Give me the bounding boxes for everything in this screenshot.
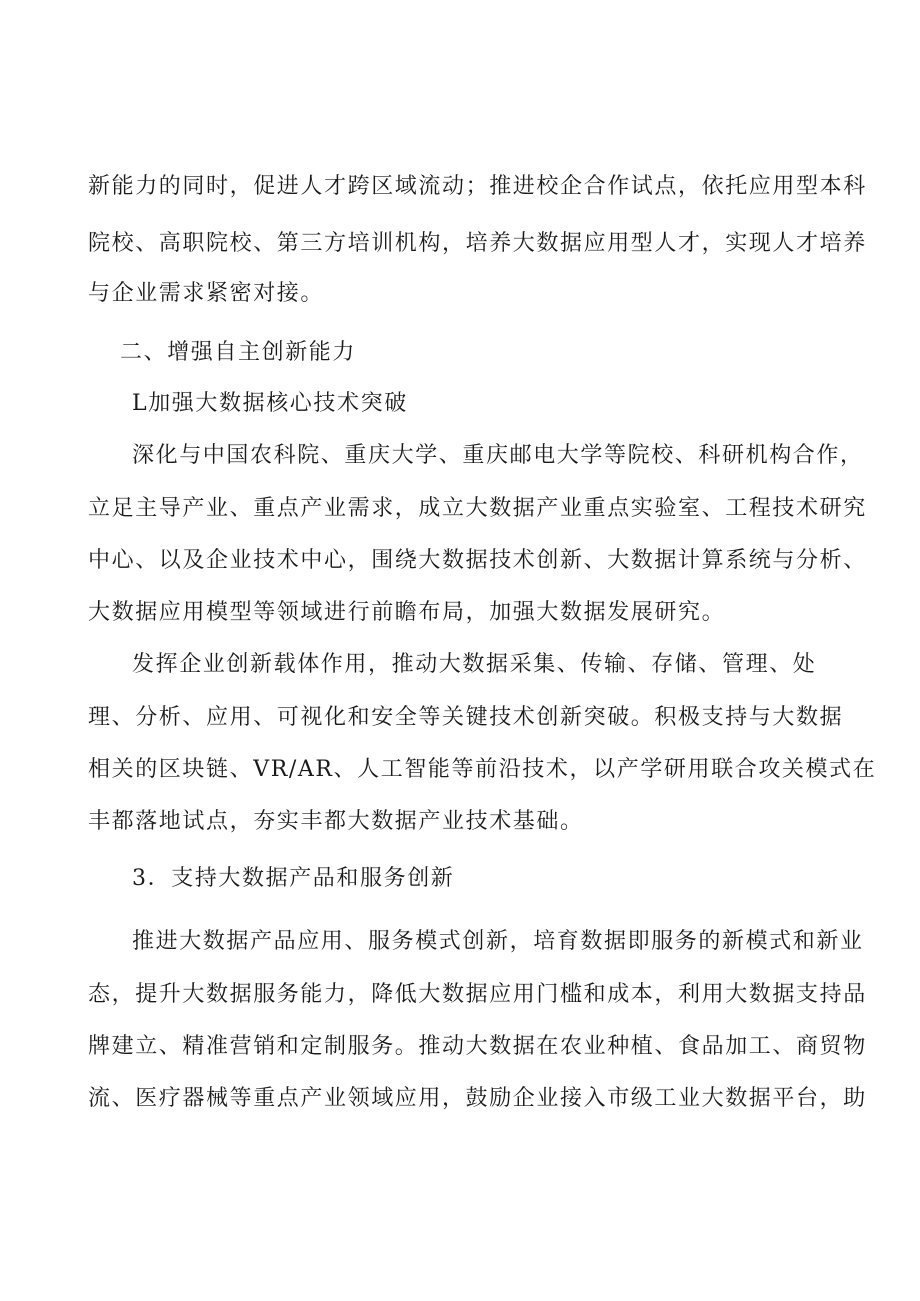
paragraph-line: 中心、以及企业技术中心，围绕大数据技术创新、大数据计算系统与分析、 (88, 548, 867, 573)
section-heading: 二、增强自主创新能力 (120, 340, 357, 365)
paragraph-line: 相关的区块链、VR/AR、人工智能等前沿技术，以产学研用联合攻关模式在 (88, 757, 877, 782)
subheading: 3．支持大数据产品和服务创新 (132, 866, 455, 891)
paragraph-line: 大数据应用模型等领域进行前瞻布局，加强大数据发展研究。 (88, 600, 726, 625)
paragraph-line: 发挥企业创新载体作用，推动大数据采集、传输、存储、管理、处 (132, 652, 817, 677)
paragraph-line: 院校、高职院校、第三方培训机构，培养大数据应用型人才，实现人才培养 (88, 231, 867, 256)
paragraph-line: 立足主导产业、重点产业需求，成立大数据产业重点实验室、工程技术研究 (88, 496, 867, 521)
paragraph-line: 深化与中国农科院、重庆大学、重庆邮电大学等院校、科研机构合作， (132, 443, 864, 468)
paragraph-line: 丰都落地试点，夯实丰都大数据产业技术基础。 (88, 809, 584, 834)
paragraph-line: 推进大数据产品应用、服务模式创新，培育数据即服务的新模式和新业 (132, 929, 864, 954)
paragraph-line: 牌建立、精准营销和定制服务。推动大数据在农业种植、食品加工、商贸物 (88, 1034, 867, 1059)
paragraph-line: 流、医疗器械等重点产业领域应用，鼓励企业接入市级工业大数据平台，助 (88, 1086, 867, 1111)
paragraph-line: 态，提升大数据服务能力，降低大数据应用门槛和成本，利用大数据支持品 (88, 982, 867, 1007)
paragraph-line: 理、分析、应用、可视化和安全等关键技术创新突破。积极支持与大数据 (88, 705, 844, 730)
paragraph-line: 与企业需求紧密对接。 (88, 281, 325, 306)
paragraph-line: 新能力的同时，促进人才跨区域流动；推进校企合作试点，依托应用型本科 (88, 174, 867, 199)
subheading: L加强大数据核心技术突破 (132, 391, 408, 416)
